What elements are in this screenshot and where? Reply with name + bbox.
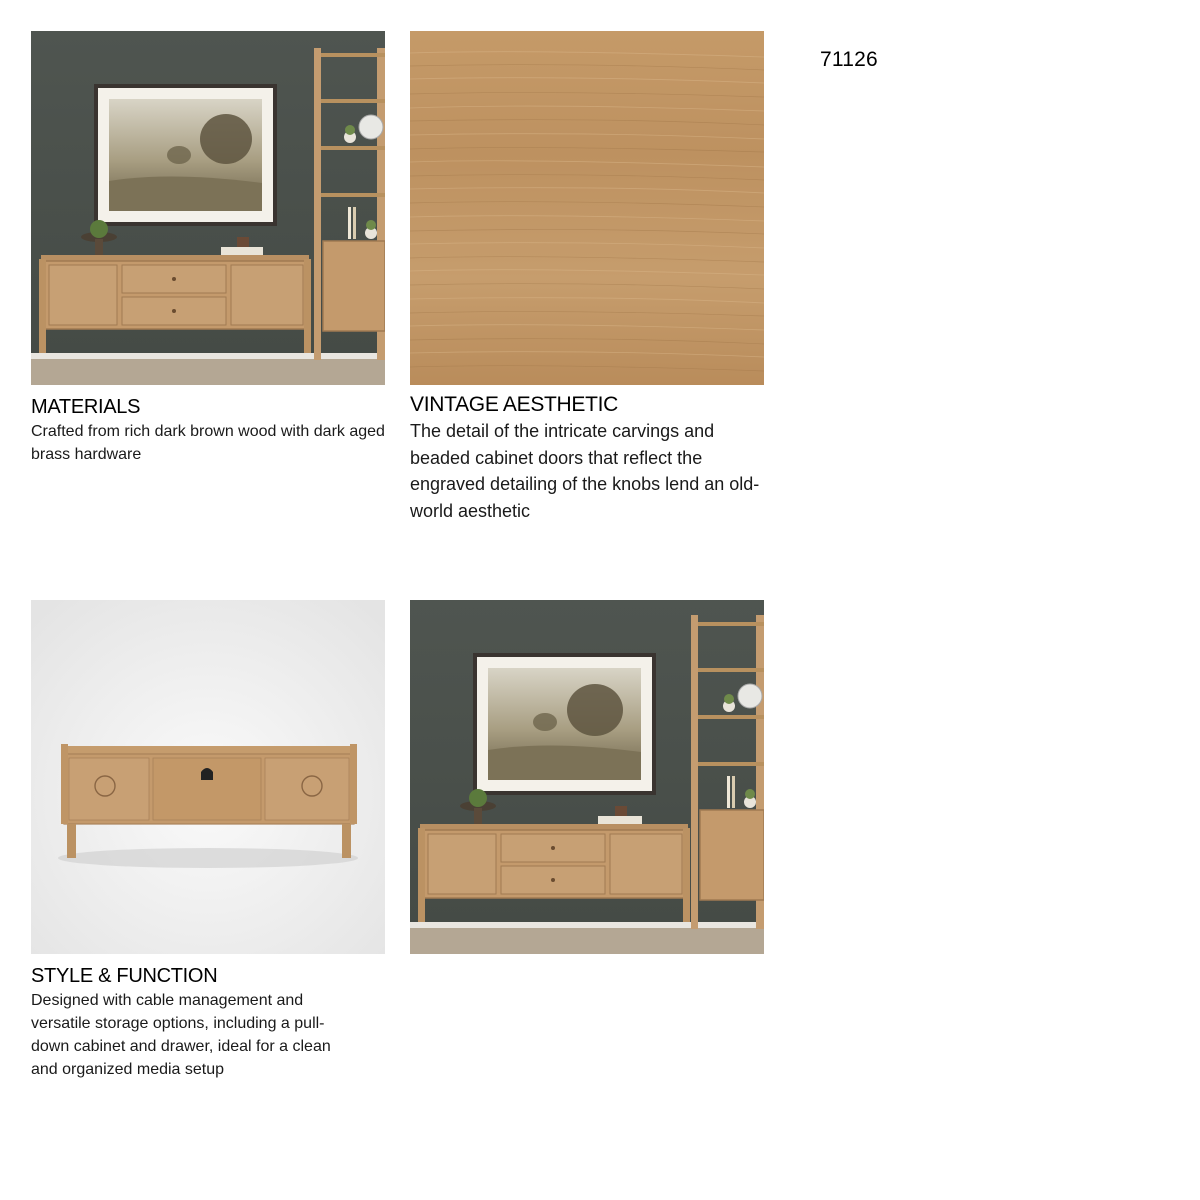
vintage-title: VINTAGE AESTHETIC	[410, 393, 619, 416]
wood-grain-image	[410, 31, 764, 385]
materials-description: Crafted from rich dark brown wood with dark aged brass hardware	[31, 423, 385, 463]
room-scene-illustration	[31, 31, 385, 385]
console-product-image	[31, 600, 385, 954]
console-product-illustration	[31, 600, 385, 954]
sku-number: 71126	[820, 48, 878, 71]
vintage-section	[410, 393, 770, 524]
style-description: Designed with cable management and versatile storage options, including a pull-down cabinet and drawer, ideal for a clean and organized media setup	[31, 992, 331, 1078]
style-title: STYLE & FUNCTION	[31, 965, 218, 987]
materials-section	[31, 395, 391, 466]
room-scene-image-2	[410, 600, 764, 954]
room-scene-image	[31, 31, 385, 385]
room-scene-illustration-2	[410, 600, 764, 954]
wood-grain-texture	[410, 31, 764, 385]
vintage-description: The detail of the intricate carvings and beaded cabinet doors that reflect the engraved detailing of the knobs lend an old-world aesthetic	[410, 421, 760, 521]
style-section	[31, 964, 391, 1081]
materials-title: MATERIALS	[31, 396, 141, 418]
